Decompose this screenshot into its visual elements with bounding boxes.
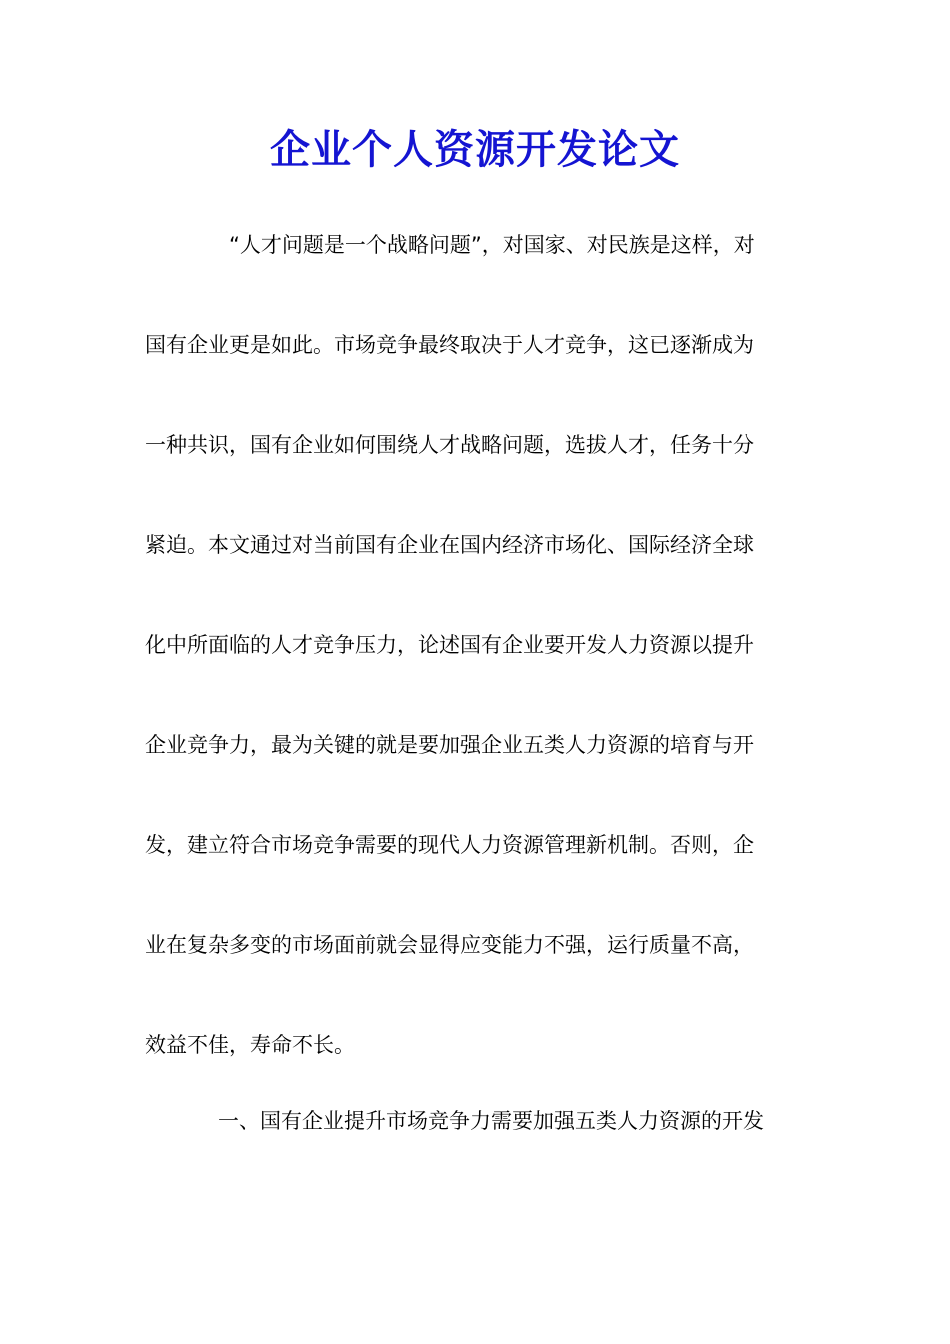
paragraph-line: 业在复杂多变的市场面前就会显得应变能力不强，运行质量不高， <box>145 933 754 957</box>
paragraph-line: 紧迫。本文通过对当前国有企业在国内经济市场化、国际经济全球 <box>145 533 754 557</box>
paragraph-line: “人才问题是一个战略问题”，对国家、对民族是这样，对 <box>229 233 755 257</box>
paragraph-line: 效益不佳，寿命不长。 <box>145 1033 355 1057</box>
intro-paragraph <box>145 220 805 1120</box>
paragraph-line: 化中所面临的人才竞争压力，论述国有企业要开发人力资源以提升 <box>145 633 754 657</box>
paragraph-line: 国有企业更是如此。市场竞争最终取决于人才竞争，这已逐渐成为 <box>145 333 754 357</box>
section-heading: 一、国有企业提升市场竞争力需要加强五类人力资源的开发 <box>218 1109 764 1133</box>
paragraph-line: 发，建立符合市场竞争需要的现代人力资源管理新机制。否则，企 <box>145 833 754 857</box>
paragraph-line: 企业竞争力，最为关键的就是要加强企业五类人力资源的培育与开 <box>145 733 754 757</box>
paragraph-line: 一种共识，国有企业如何围绕人才战略问题，选拔人才，任务十分 <box>145 433 754 457</box>
document-title: 企业个人资源开发论文 <box>270 126 680 173</box>
